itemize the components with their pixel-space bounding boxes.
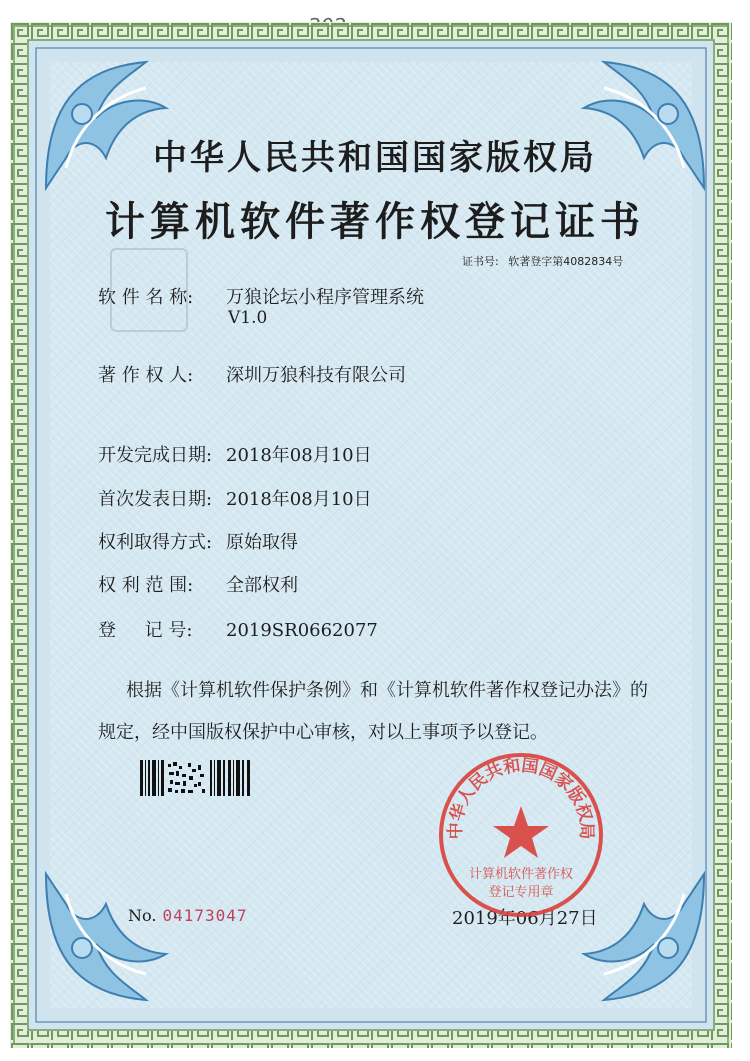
seal-star-icon xyxy=(493,806,549,858)
serial-number xyxy=(128,906,248,925)
certificate-number xyxy=(462,253,629,269)
seal-ring-text: 中华人民共和国国家版权局 xyxy=(445,755,597,840)
field-value: 万狼论坛小程序管理系统 xyxy=(226,287,424,308)
certificate-number-value: 软著登字第4082834号 xyxy=(508,255,624,268)
body-text-line-2: 规定，经中国版权保护中心审核，对以上事项予以登记。 xyxy=(98,722,548,743)
field-value: 原始取得 xyxy=(226,532,298,553)
field-value: 2019SR0662077 xyxy=(226,620,378,641)
field-acquisition-method xyxy=(98,528,298,554)
field-label: 开发完成日期: xyxy=(98,445,213,466)
official-seal xyxy=(436,750,606,920)
serial-value: 04173047 xyxy=(162,906,248,925)
issue-date: 2019年06月27日 xyxy=(452,908,598,929)
software-version: V1.0 xyxy=(228,308,268,328)
field-software-name xyxy=(98,283,424,309)
field-label: 登 记 号: xyxy=(98,620,193,641)
field-value: 全部权利 xyxy=(226,575,298,596)
barcode-image xyxy=(140,760,252,796)
field-rights-scope xyxy=(98,571,298,597)
field-development-date xyxy=(98,441,372,467)
field-label: 著 作 权 人: xyxy=(98,365,194,386)
field-copyright-owner xyxy=(98,361,406,387)
field-publication-date xyxy=(98,485,372,511)
field-value: 2018年08月10日 xyxy=(226,489,372,510)
field-label: 权 利 范 围: xyxy=(98,575,194,596)
field-value: 2018年08月10日 xyxy=(226,445,372,466)
field-registration-number xyxy=(98,616,378,642)
certificate-number-label: 证书号: xyxy=(462,255,499,268)
field-value: 深圳万狼科技有限公司 xyxy=(226,365,406,386)
field-label: 权利取得方式: xyxy=(98,532,213,553)
body-text-line-1: 根据《计算机软件保护条例》和《计算机软件著作权登记办法》的 xyxy=(126,680,648,701)
field-label: 软 件 名 称: xyxy=(98,287,194,308)
corner-ornament-bottom-left xyxy=(36,864,186,1014)
seal-text-line-2: 登记专用章 xyxy=(488,885,554,900)
serial-label: No. xyxy=(128,906,157,925)
issuing-authority-title: 中华人民共和国国家版权局 xyxy=(153,138,597,178)
certificate-title: 计算机软件著作权登记证书 xyxy=(105,198,645,245)
field-label: 首次发表日期: xyxy=(98,489,213,510)
seal-text-line-1: 计算机软件著作权 xyxy=(468,867,574,882)
